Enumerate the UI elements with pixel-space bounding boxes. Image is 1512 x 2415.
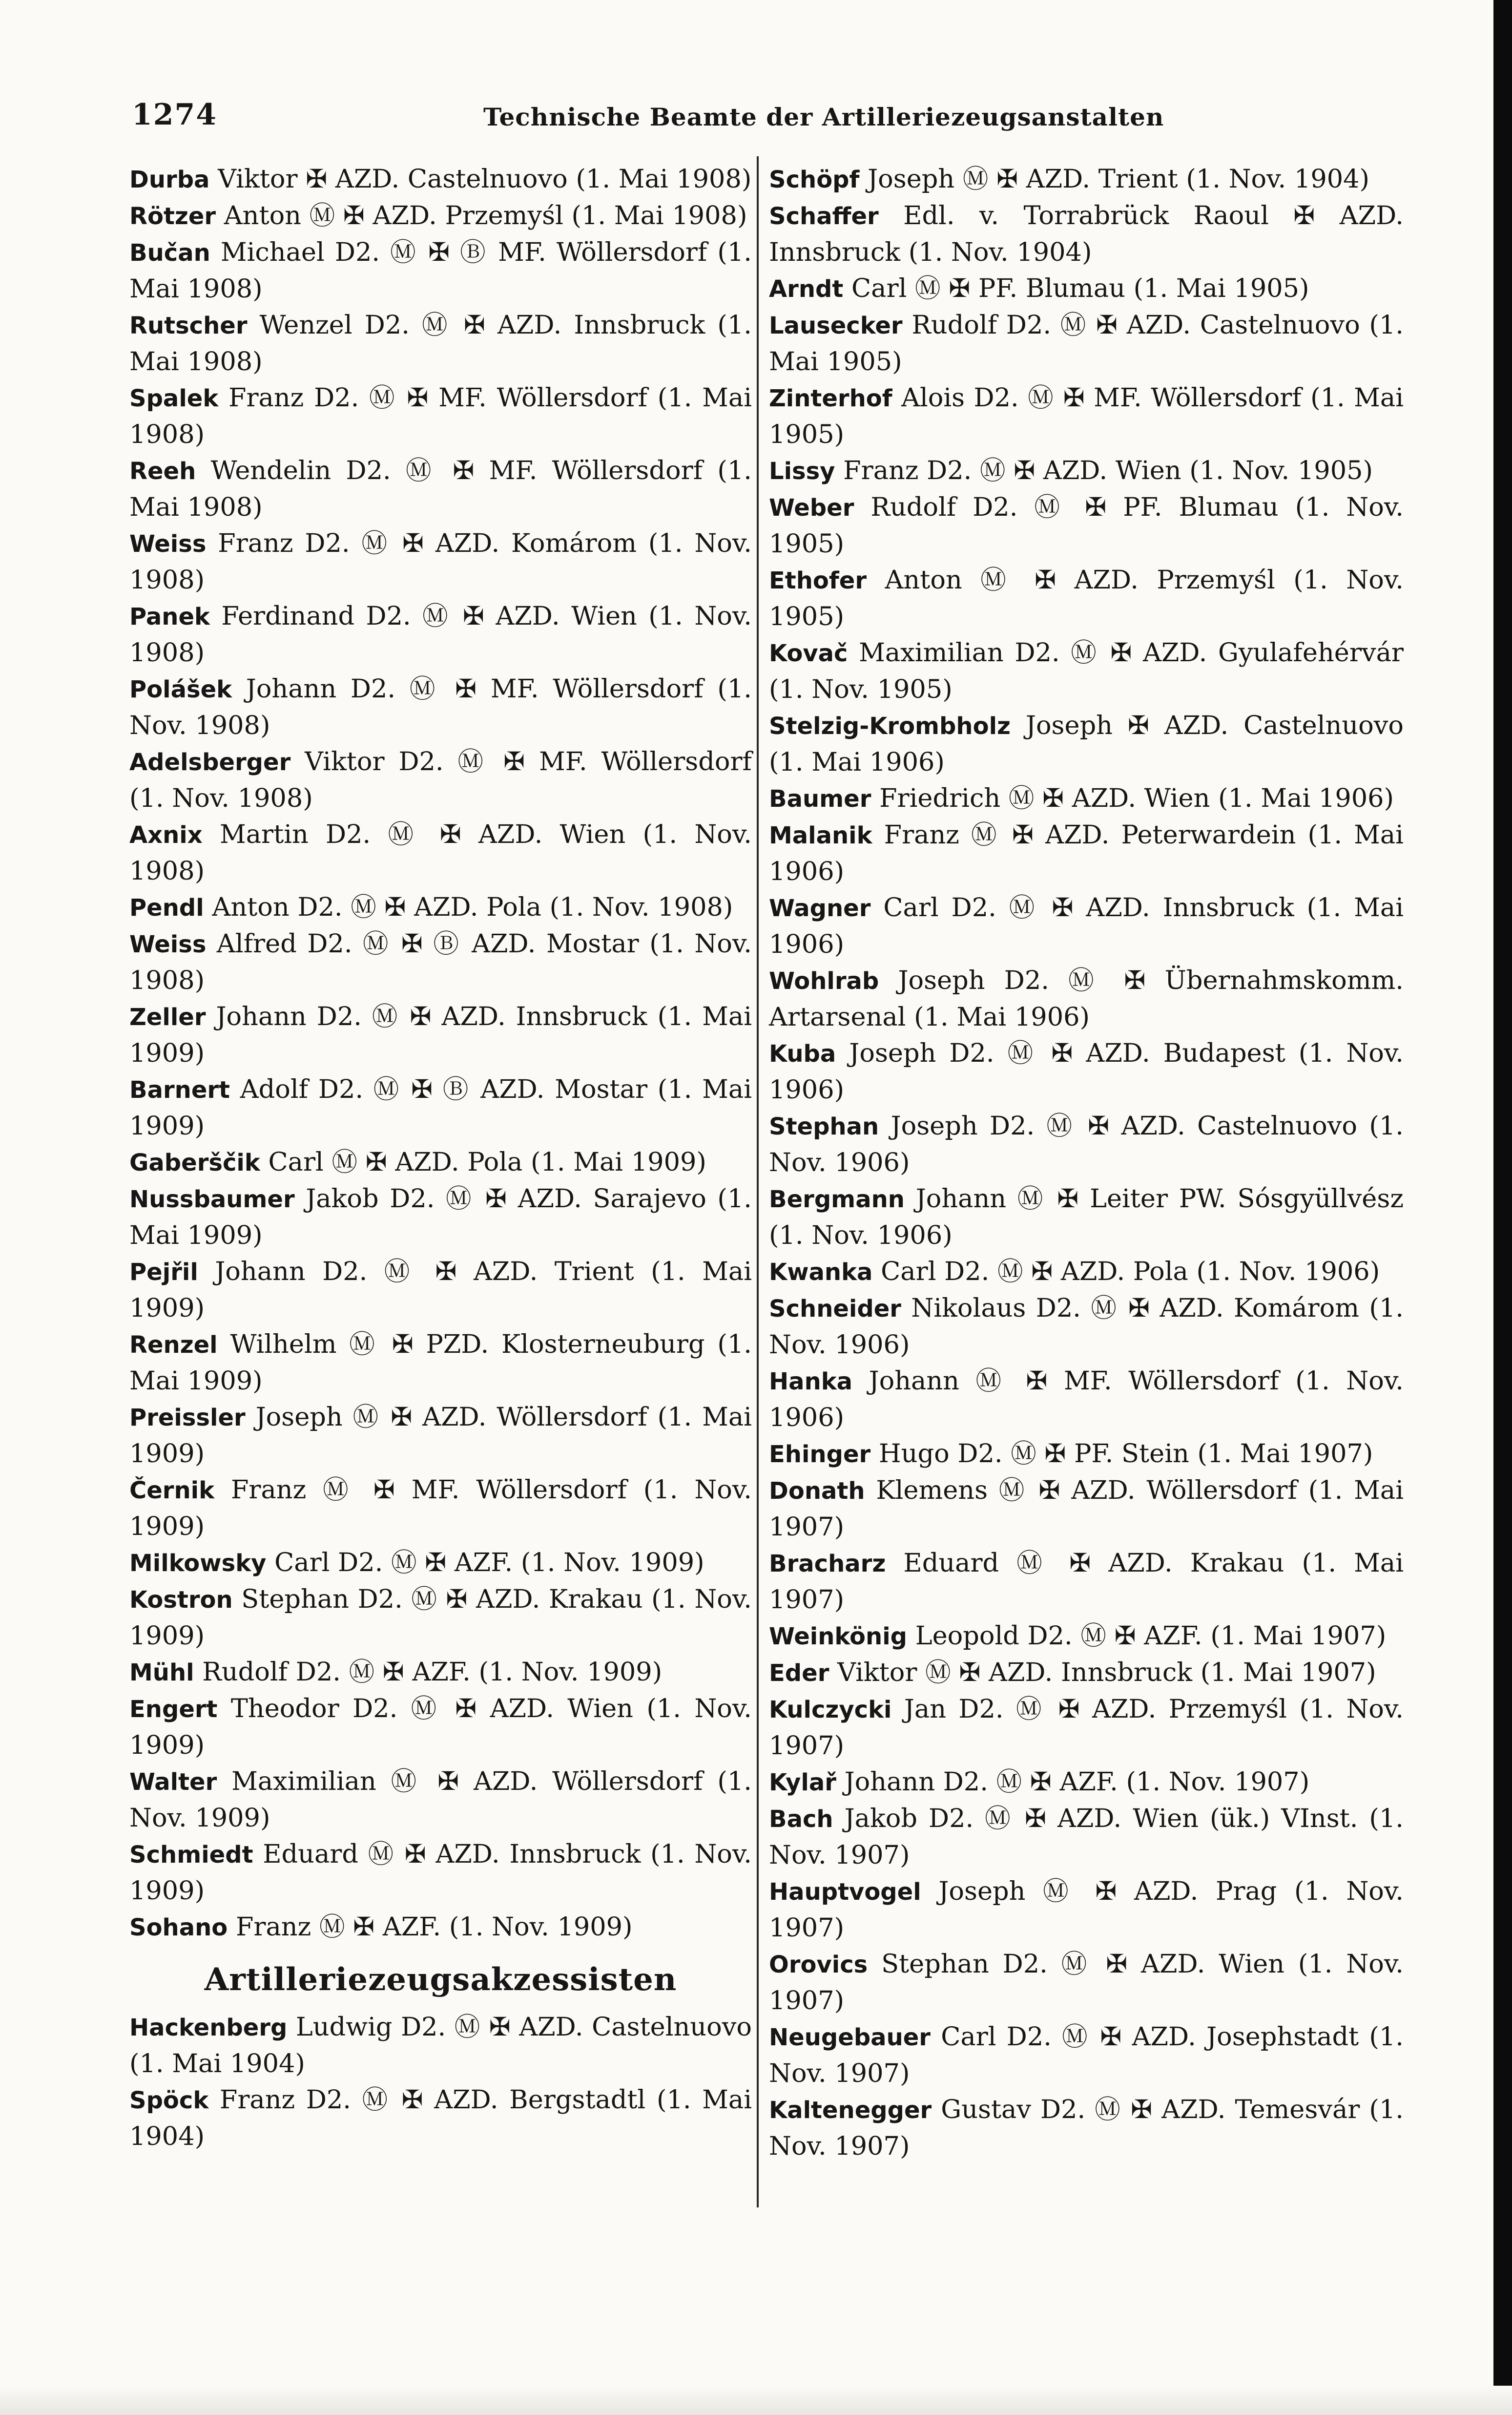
list-item (129, 1071, 752, 1144)
list-item (129, 1836, 752, 1909)
list-item (769, 1655, 1404, 1691)
list-item (769, 1873, 1404, 1946)
entry-name: Baumer (769, 785, 871, 813)
entry-text: Martin D2. Ⓜ ✠ AZD. Wien (1. Nov. 1908) (129, 819, 752, 886)
list-item (129, 744, 752, 817)
list-item (129, 2009, 752, 2082)
list-item (129, 926, 752, 999)
entry-name: Hackenberg (129, 2014, 288, 2041)
left-entry-list (129, 161, 752, 1946)
list-item (769, 635, 1404, 708)
entry-name: Eder (769, 1659, 829, 1687)
entry-name: Weiss (129, 530, 207, 558)
entry-text: Rudolf D2. Ⓜ ✠ AZD. Castelnuovo (1. Mai 1905) (769, 310, 1404, 377)
list-item (129, 1326, 752, 1399)
entry-text: Carl D2. Ⓜ ✠ AZD. Pola (1. Nov. 1906) (881, 1257, 1380, 1286)
entry-name: Lausecker (769, 312, 903, 339)
entry-name: Orovics (769, 1951, 868, 1978)
entry-name: Nussbaumer (129, 1186, 295, 1213)
entry-name: Zinterhof (769, 385, 892, 412)
entry-text: Franz D2. Ⓜ ✠ MF. Wöllersdorf (1. Mai 1908) (129, 383, 752, 449)
list-item (129, 889, 752, 926)
entry-text: Franz D2. Ⓜ ✠ AZD. Wien (1. Nov. 1905) (843, 456, 1373, 485)
section-entry-list (129, 2009, 752, 2155)
entry-text: Ferdinand D2. Ⓜ ✠ AZD. Wien (1. Nov. 1908) (129, 601, 752, 668)
entry-name: Bergmann (769, 1186, 905, 1213)
entry-text: Maximilian Ⓜ ✠ AZD. Wöllersdorf (1. Nov. 1909) (129, 1766, 752, 1833)
entry-text: Theodor D2. Ⓜ ✠ AZD. Wien (1. Nov. 1909) (129, 1694, 752, 1760)
list-item (129, 1399, 752, 1472)
entry-text: Klemens Ⓜ ✠ AZD. Wöllersdorf (1. Mai 1907) (769, 1475, 1404, 1542)
entry-name: Weinkönig (769, 1623, 908, 1650)
entry-text: Rudolf D2. Ⓜ ✠ PF. Blumau (1. Nov. 1905) (769, 492, 1404, 559)
entry-name: Hanka (769, 1368, 853, 1395)
entry-name: Weiss (129, 931, 207, 958)
entry-text: Hugo D2. Ⓜ ✠ PF. Stein (1. Mai 1907) (878, 1439, 1373, 1469)
entry-text: Johann D2. Ⓜ ✠ AZD. Trient (1. Mai 1909) (129, 1257, 752, 1323)
entry-text: Johann Ⓜ ✠ MF. Wöllersdorf (1. Nov. 1906) (769, 1366, 1404, 1432)
entry-name: Wagner (769, 895, 871, 922)
entry-text: Franz D2. Ⓜ ✠ AZD. Komárom (1. Nov. 1908) (129, 528, 752, 595)
list-item (129, 1545, 752, 1581)
left-column (129, 161, 752, 2155)
entry-name: Arndt (769, 275, 844, 303)
entry-text: Stephan D2. Ⓜ ✠ AZD. Krakau (1. Nov. 1909) (129, 1584, 752, 1651)
entry-name: Neugebauer (769, 2024, 931, 2051)
entry-name: Kaltenegger (769, 2097, 932, 2124)
entry-text: Leopold D2. Ⓜ ✠ AZF. (1. Mai 1907) (915, 1621, 1387, 1651)
entry-text: Alfred D2. Ⓜ ✠ Ⓑ AZD. Mostar (1. Nov. 1908) (129, 929, 752, 995)
entry-name: Malanik (769, 822, 872, 849)
list-item (129, 999, 752, 1071)
entry-text: Franz D2. Ⓜ ✠ AZD. Bergstadtl (1. Mai 1904) (129, 2085, 752, 2151)
entry-name: Kwanka (769, 1259, 873, 1286)
entry-text: Rudolf D2. Ⓜ ✠ AZF. (1. Nov. 1909) (202, 1657, 663, 1687)
entry-name: Barnert (129, 1076, 230, 1104)
entry-name: Kylař (769, 1769, 836, 1796)
list-item (129, 307, 752, 380)
entry-name: Pejřil (129, 1259, 198, 1286)
entry-name: Stephan (769, 1113, 879, 1140)
list-item (769, 1691, 1404, 1764)
list-item (129, 817, 752, 889)
entry-name: Ehinger (769, 1441, 871, 1468)
list-item (769, 453, 1404, 489)
list-item (769, 1254, 1404, 1290)
entry-text: Gustav D2. Ⓜ ✠ AZD. Temesvár (1. Nov. 1907) (769, 2095, 1404, 2161)
list-item (129, 161, 752, 198)
entry-name: Milkowsky (129, 1550, 267, 1577)
entry-name: Stelzig-Krombholz (769, 713, 1011, 740)
entry-name: Axnix (129, 821, 203, 849)
list-item (769, 890, 1404, 963)
entry-text: Maximilian D2. Ⓜ ✠ AZD. Gyulafehérvár (1. Nov. 1905) (769, 638, 1404, 704)
list-item (769, 2092, 1404, 2164)
entry-text: Wilhelm Ⓜ ✠ PZD. Klosterneuburg (1. Mai 1909) (129, 1329, 752, 1396)
entry-name: Kulczycki (769, 1696, 892, 1723)
scan-edge-right (1493, 0, 1512, 2415)
entry-name: Mühl (129, 1659, 194, 1686)
entry-name: Schöpf (769, 166, 860, 193)
entry-text: Johann D2. Ⓜ ✠ MF. Wöllersdorf (1. Nov. 1908) (129, 674, 752, 740)
entry-name: Walter (129, 1768, 217, 1796)
entry-text: Ludwig D2. Ⓜ ✠ AZD. Castelnuovo (1. Mai 1904) (129, 2012, 752, 2079)
list-item (129, 1254, 752, 1326)
list-item (129, 380, 752, 453)
entry-name: Gaberščik (129, 1149, 260, 1176)
section-heading: Artilleriezeugsakzessisten (204, 1961, 677, 1998)
entry-text: Adolf D2. Ⓜ ✠ Ⓑ AZD. Mostar (1. Mai 1909) (129, 1074, 752, 1141)
entry-text: Johann Ⓜ ✠ Leiter PW. Sósgyüllvész (1. Nov. 1906) (769, 1184, 1404, 1250)
entry-name: Pendl (129, 894, 204, 922)
entry-name: Rötzer (129, 203, 216, 230)
running-title: Technische Beamte der Artilleriezeugsanstalten (483, 103, 1164, 131)
list-item (129, 598, 752, 671)
entry-name: Polášek (129, 676, 232, 703)
entry-name: Bučan (129, 239, 210, 267)
entry-text: Viktor ✠ AZD. Castelnuovo (1. Mai 1908) (218, 164, 752, 194)
entry-name: Kuba (769, 1040, 836, 1068)
entry-text: Edl. v. Torrabrück Raoul ✠ AZD. Innsbruck (1. Nov. 1904) (769, 201, 1404, 267)
entry-name: Weber (769, 494, 854, 522)
entry-text: Anton D2. Ⓜ ✠ AZD. Pola (1. Nov. 1908) (212, 892, 733, 922)
entry-name: Kovač (769, 640, 848, 667)
list-item (769, 708, 1404, 780)
entry-name: Rutscher (129, 312, 248, 339)
entry-text: Viktor D2. Ⓜ ✠ MF. Wöllersdorf (1. Nov. 1908) (129, 747, 752, 813)
list-item (129, 198, 752, 234)
list-item (129, 1144, 752, 1181)
entry-name: Sohano (129, 1914, 228, 1941)
entry-text: Joseph ✠ AZD. Castelnuovo (1. Mai 1906) (769, 711, 1404, 777)
list-item (769, 1290, 1404, 1363)
entry-name: Schmiedt (129, 1841, 253, 1869)
list-item (769, 198, 1404, 271)
list-item (769, 271, 1404, 307)
list-item (769, 489, 1404, 562)
entry-name: Spöck (129, 2087, 209, 2114)
list-item (129, 525, 752, 598)
entry-name: Schaffer (769, 203, 879, 230)
entry-text: Joseph D2. Ⓜ ✠ Übernahmskomm. Artarsenal (1. Mai 1906) (769, 966, 1404, 1032)
list-item (129, 2082, 752, 2155)
list-item (129, 671, 752, 744)
entry-name: Wohlrab (769, 967, 879, 995)
list-item (769, 380, 1404, 453)
entry-text: Friedrich Ⓜ ✠ AZD. Wien (1. Mai 1906) (879, 783, 1394, 813)
entry-text: Carl D2. Ⓜ ✠ AZD. Josephstadt (1. Nov. 1907) (769, 2022, 1404, 2088)
entry-text: Viktor Ⓜ ✠ AZD. Innsbruck (1. Mai 1907) (837, 1658, 1376, 1687)
list-item (129, 1181, 752, 1254)
entry-text: Anton Ⓜ ✠ AZD. Przemyśl (1. Nov. 1905) (769, 565, 1404, 631)
list-item (769, 780, 1404, 817)
entry-name: Bracharz (769, 1550, 886, 1577)
entry-name: Spalek (129, 385, 219, 412)
entry-name: Hauptvogel (769, 1878, 921, 1906)
entry-name: Černik (129, 1477, 214, 1504)
entry-text: Franz Ⓜ ✠ MF. Wöllersdorf (1. Nov. 1909) (129, 1475, 752, 1541)
list-item (769, 1363, 1404, 1436)
list-item (769, 1618, 1404, 1655)
entry-text: Carl Ⓜ ✠ PF. Blumau (1. Mai 1905) (851, 273, 1309, 303)
list-item (129, 453, 752, 525)
entry-text: Joseph D2. Ⓜ ✠ AZD. Budapest (1. Nov. 1906) (769, 1038, 1404, 1105)
entry-text: Jan D2. Ⓜ ✠ AZD. Przemyśl (1. Nov. 1907) (769, 1694, 1404, 1761)
entry-name: Lissy (769, 458, 835, 485)
entry-text: Franz Ⓜ ✠ AZF. (1. Nov. 1909) (235, 1912, 633, 1942)
entry-text: Anton Ⓜ ✠ AZD. Przemyśl (1. Mai 1908) (224, 201, 747, 231)
entry-name: Ethofer (769, 567, 867, 594)
entry-text: Franz Ⓜ ✠ AZD. Peterwardein (1. Mai 1906) (769, 820, 1404, 886)
list-item (769, 2019, 1404, 2092)
list-item (769, 1545, 1404, 1618)
list-item (769, 562, 1404, 635)
entry-text: Stephan D2. Ⓜ ✠ AZD. Wien (1. Nov. 1907) (769, 1949, 1404, 2016)
entry-text: Joseph D2. Ⓜ ✠ AZD. Castelnuovo (1. Nov. 1906) (769, 1111, 1404, 1177)
list-item (129, 1764, 752, 1836)
list-item (769, 1801, 1404, 1873)
list-item (129, 1691, 752, 1764)
entry-text: Eduard Ⓜ ✠ AZD. Innsbruck (1. Nov. 1909) (129, 1839, 752, 1906)
scan-edge-bottom (0, 2386, 1512, 2415)
entry-name: Preissler (129, 1404, 246, 1431)
list-item (769, 1764, 1404, 1801)
entry-text: Michael D2. Ⓜ ✠ Ⓑ MF. Wöllersdorf (1. Mai 1908) (129, 237, 752, 304)
list-item (769, 1946, 1404, 2019)
entry-name: Schneider (769, 1295, 901, 1323)
right-column (769, 161, 1404, 2164)
entry-text: Joseph Ⓜ ✠ AZD. Wöllersdorf (1. Mai 1909) (129, 1402, 752, 1469)
list-item (769, 307, 1404, 380)
right-entry-list (769, 161, 1404, 2164)
entry-name: Renzel (129, 1331, 218, 1359)
entry-name: Durba (129, 166, 210, 193)
entry-name: Adelsberger (129, 749, 291, 776)
list-item (769, 1035, 1404, 1108)
list-item (769, 817, 1404, 890)
list-item (129, 234, 752, 307)
list-item (129, 1581, 752, 1654)
entry-text: Joseph Ⓜ ✠ AZD. Trient (1. Nov. 1904) (868, 164, 1370, 194)
entry-name: Panek (129, 603, 210, 630)
list-item (129, 1909, 752, 1946)
entry-name: Reeh (129, 458, 196, 485)
list-item (769, 1108, 1404, 1181)
entry-text: Carl D2. Ⓜ ✠ AZF. (1. Nov. 1909) (274, 1548, 704, 1577)
entry-name: Engert (129, 1696, 218, 1723)
column-divider (757, 156, 759, 2207)
entry-text: Carl D2. Ⓜ ✠ AZD. Innsbruck (1. Mai 1906) (769, 893, 1404, 959)
page-number: 1274 (132, 98, 217, 132)
entry-name: Donath (769, 1477, 865, 1505)
list-item (769, 161, 1404, 198)
entry-text: Johann D2. Ⓜ ✠ AZF. (1. Nov. 1907) (844, 1767, 1310, 1797)
list-item (769, 1472, 1404, 1545)
entry-text: Johann D2. Ⓜ ✠ AZD. Innsbruck (1. Mai 1909) (129, 1002, 752, 1068)
list-item (769, 963, 1404, 1035)
list-item (769, 1436, 1404, 1472)
entry-text: Wendelin D2. Ⓜ ✠ MF. Wöllersdorf (1. Mai 1908) (129, 456, 752, 522)
entry-text: Alois D2. Ⓜ ✠ MF. Wöllersdorf (1. Mai 1905) (769, 383, 1404, 449)
entry-text: Jakob D2. Ⓜ ✠ AZD. Sarajevo (1. Mai 1909) (129, 1184, 752, 1250)
entry-text: Wenzel D2. Ⓜ ✠ AZD. Innsbruck (1. Mai 1908) (129, 310, 752, 377)
entry-text: Nikolaus D2. Ⓜ ✠ AZD. Komárom (1. Nov. 1906) (769, 1293, 1404, 1360)
list-item (129, 1472, 752, 1545)
entry-name: Zeller (129, 1004, 206, 1031)
list-item (129, 1654, 752, 1691)
entry-text: Eduard Ⓜ ✠ AZD. Krakau (1. Mai 1907) (769, 1548, 1404, 1615)
entry-text: Joseph Ⓜ ✠ AZD. Prag (1. Nov. 1907) (769, 1876, 1404, 1943)
entry-name: Kostron (129, 1586, 233, 1614)
entry-name: Bach (769, 1806, 833, 1833)
entry-text: Jakob D2. Ⓜ ✠ AZD. Wien (ük.) VInst. (1. Nov. 1907) (769, 1804, 1404, 1870)
entry-text: Carl Ⓜ ✠ AZD. Pola (1. Mai 1909) (268, 1147, 706, 1177)
list-item (769, 1181, 1404, 1254)
